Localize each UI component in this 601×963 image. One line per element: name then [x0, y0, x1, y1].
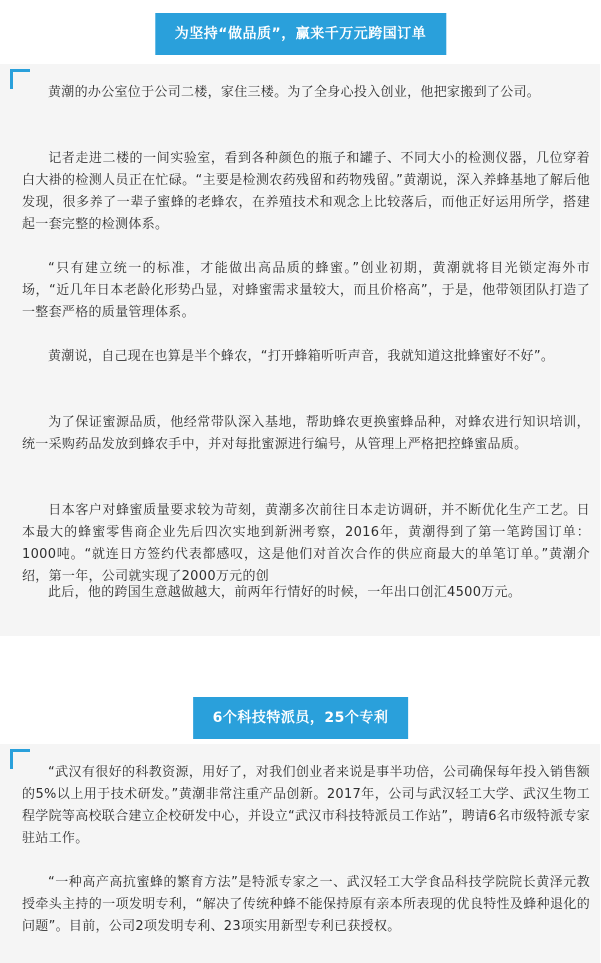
paragraph: “只有建立统一的标准，才能做出高品质的蜂蜜。”创业初期，黄潮就将目光锁定海外市场，“近几年日本老龄化形势凸显，对蜂蜜需求量较大，而且价格高”，于是，他带领团队打造了一整套严格的质量管理体系。 [22, 261, 590, 320]
article-panel-2 [0, 744, 600, 963]
paragraph: 此后，他的跨国生意越做越大，前两年行情好的时候，一年出口创汇4500万元。 [48, 585, 522, 600]
paragraph: 黄潮说，自己现在也算是半个蜂农，“打开蜂箱听听声音，我就知道这批蜂蜜好不好”。 [48, 349, 555, 364]
section-title-2: 6个科技特派员，25个专利 [193, 697, 409, 739]
section-title-1: 为坚持“做品质”，赢来千万元跨国订单 [155, 13, 446, 55]
paragraph: 记者走进二楼的一间实验室，看到各种颜色的瓶子和罐子、不同大小的检测仪器，几位穿着白大褂的检测人员正在忙碌。“主要是检测农药残留和药物残留。”黄潮说，深入养蜂基地了解后他发现，很多养了一辈子蜜蜂的老蜂农，在养殖技术和观念上比较落后，而他正好运用所学，搭建起一套完整的检测体系。 [22, 151, 590, 232]
paragraph: 为了保证蜜源品质，他经常带队深入基地，帮助蜂农更换蜜蜂品种，对蜂农进行知识培训，统一采购药品发放到蜂农手中，并对每批蜜源进行编号，从管理上严格把控蜂蜜品质。 [22, 415, 590, 452]
paragraph: “武汉有很好的科教资源，用好了，对我们创业者来说是事半功倍，公司确保每年投入销售额的5%以上用于技术研发。”黄潮非常注重产品创新。2017年，公司与武汉轻工大学、武汉生物工程学院等高校联合建立企校研发中心，并设立“武汉市科技特派员工作站”，聘请6名市级特派专家驻站工作。 [22, 765, 590, 846]
paragraph: 日本客户对蜂蜜质量要求较为苛刻，黄潮多次前往日本走访调研，并不断优化生产工艺。日本最大的蜂蜜零售商企业先后四次实地到新洲考察，2016年，黄潮得到了第一笔跨国订单：1000吨。“就连日方签约代表都感叹，这是他们对首次合作的供应商最大的单笔订单。”黄潮介绍，第一年，公司就实现了2000万元的创 [22, 503, 590, 584]
paragraph: “一种高产高抗蜜蜂的繁育方法”是特派专家之一、武汉轻工大学食品科技学院院长黄泽元教授牵头主持的一项发明专利，“解决了传统种蜂不能保持原有亲本所表现的优良特性及蜂种退化的问题”。目前，公司2项发明专利、23项实用新型专利已获授权。 [22, 875, 590, 934]
article-panel-1 [0, 64, 600, 636]
paragraph: 黄潮的办公室位于公司二楼，家住三楼。为了全身心投入创业，他把家搬到了公司。 [48, 85, 541, 100]
